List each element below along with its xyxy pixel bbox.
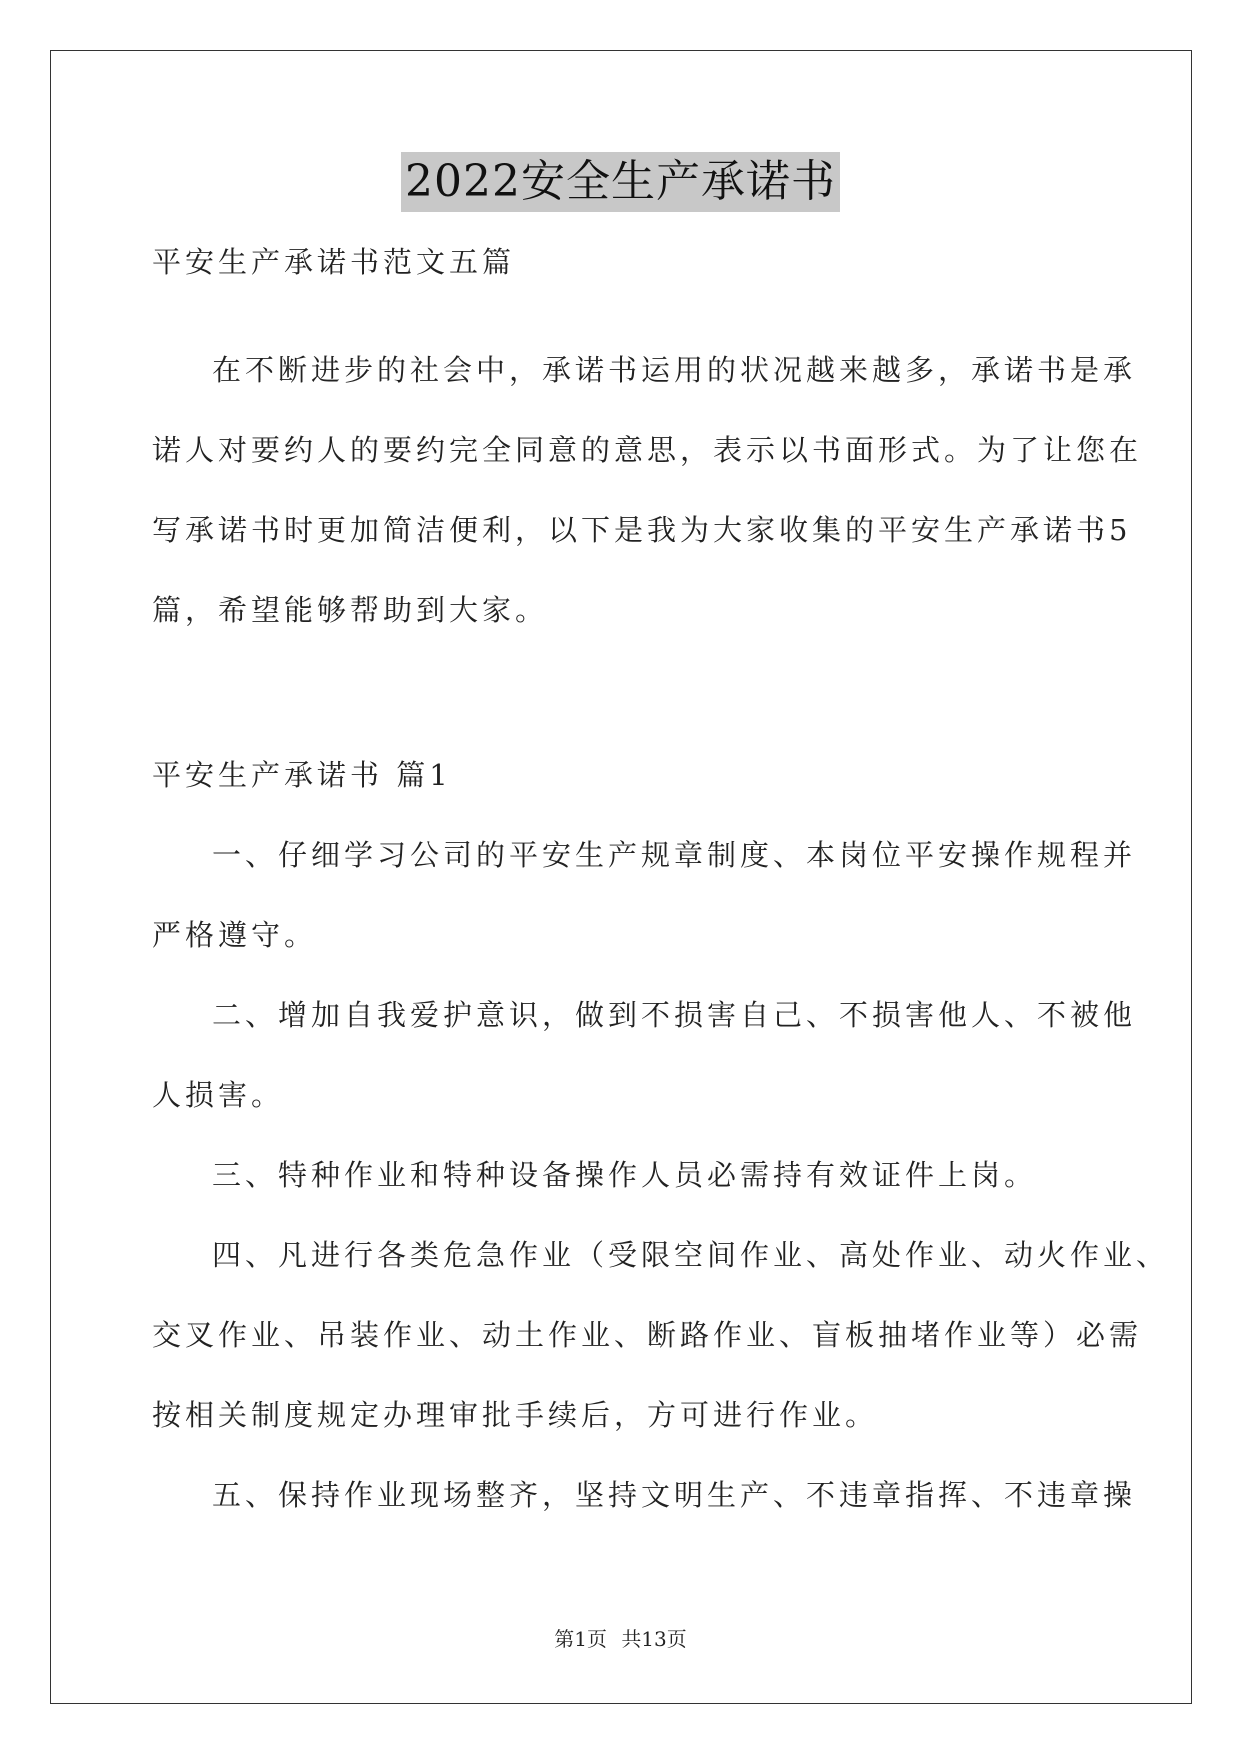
body-line: 五、保持作业现场整齐，坚持文明生产、不违章指挥、不违章操 bbox=[212, 1478, 1137, 1512]
body-line: 一、仔细学习公司的平安生产规章制度、本岗位平安操作规程并 bbox=[212, 838, 1137, 872]
body-line: 交叉作业、吊装作业、动土作业、断路作业、盲板抽堵作业等）必需 bbox=[152, 1318, 1143, 1352]
document-subtitle: 平安生产承诺书范文五篇 bbox=[152, 245, 516, 279]
document-title: 2022安全生产承诺书 bbox=[401, 152, 840, 212]
body-line: 二、增加自我爱护意识，做到不损害自己、不损害他人、不被他 bbox=[212, 998, 1137, 1032]
intro-line: 诺人对要约人的要约完全同意的意思，表示以书面形式。为了让您在 bbox=[152, 433, 1143, 467]
page-border bbox=[50, 50, 1192, 1704]
body-line: 按相关制度规定办理审批手续后，方可进行作业。 bbox=[152, 1398, 879, 1432]
intro-line: 篇，希望能够帮助到大家。 bbox=[152, 593, 549, 627]
title-container bbox=[0, 152, 1241, 212]
body-line: 三、特种作业和特种设备操作人员必需持有效证件上岗。 bbox=[212, 1158, 1038, 1192]
total-pages: 共13页 bbox=[621, 1627, 687, 1651]
page-number: 第1页 bbox=[554, 1627, 607, 1651]
page-footer bbox=[0, 1625, 1241, 1653]
body-line: 严格遵守。 bbox=[152, 918, 318, 952]
intro-line: 在不断进步的社会中，承诺书运用的状况越来越多，承诺书是承 bbox=[212, 353, 1137, 387]
body-line: 人损害。 bbox=[152, 1078, 285, 1112]
body-line: 四、凡进行各类危急作业（受限空间作业、高处作业、动火作业、 bbox=[212, 1238, 1170, 1272]
intro-line: 写承诺书时更加简洁便利，以下是我为大家收集的平安生产承诺书5 bbox=[152, 513, 1132, 547]
section-heading: 平安生产承诺书 篇1 bbox=[152, 758, 452, 792]
